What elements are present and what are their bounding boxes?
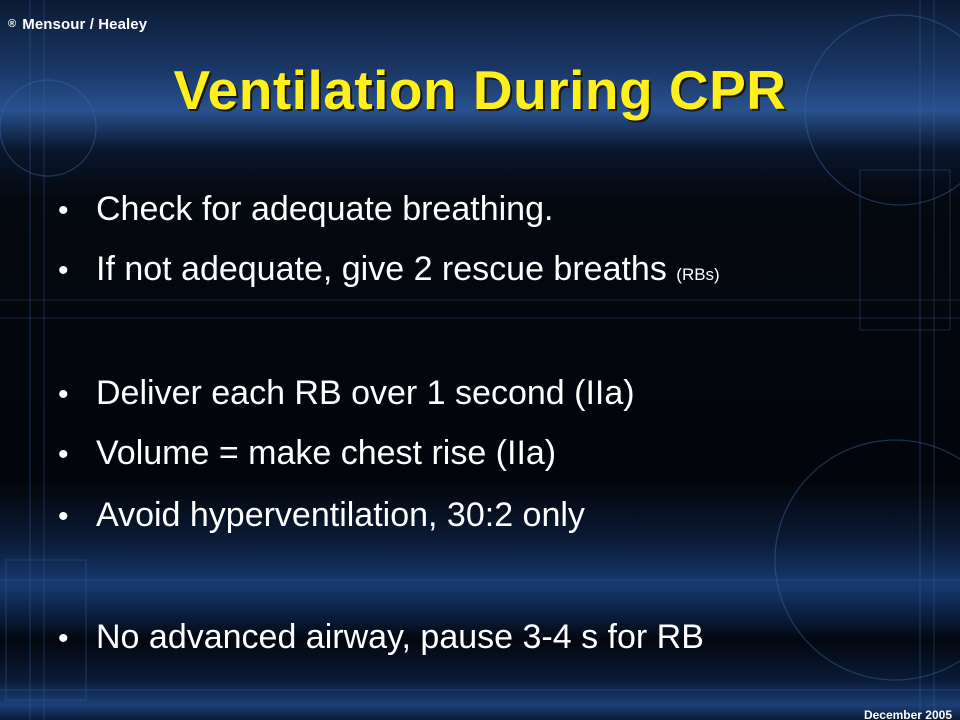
bullet-dot-icon: • bbox=[58, 254, 69, 287]
author-credit bbox=[8, 16, 147, 33]
bullet-item bbox=[58, 374, 635, 413]
bullet-dot-icon: • bbox=[58, 438, 69, 471]
bullet-item bbox=[58, 190, 553, 229]
bullet-text: Check for adequate breathing. bbox=[96, 190, 554, 228]
bullet-text: Volume = make chest rise (IIa) bbox=[96, 434, 557, 472]
registered-mark: ® bbox=[8, 18, 17, 30]
bullet-dot-icon: • bbox=[58, 500, 69, 533]
bullet-item bbox=[58, 250, 720, 289]
bullet-text: Avoid hyperventilation, 30:2 only bbox=[96, 496, 585, 534]
bullet-abbreviation: (RBs) bbox=[676, 265, 720, 284]
author-name: Mensour / Healey bbox=[22, 16, 148, 33]
slide-title: Ventilation During CPR bbox=[173, 59, 787, 121]
bullet-dot-icon: • bbox=[58, 194, 69, 227]
footer-date: December 2005 bbox=[863, 708, 952, 720]
bullet-text: No advanced airway, pause 3-4 s for RB bbox=[96, 618, 704, 656]
bullet-dot-icon: • bbox=[58, 378, 69, 411]
bullet-item bbox=[58, 496, 585, 535]
bullet-item bbox=[58, 434, 556, 473]
bullet-text: If not adequate, give 2 rescue breaths bbox=[96, 250, 677, 288]
bullet-dot-icon: • bbox=[58, 622, 69, 655]
bullet-item bbox=[58, 618, 704, 657]
bullet-text: Deliver each RB over 1 second (IIa) bbox=[96, 374, 635, 412]
